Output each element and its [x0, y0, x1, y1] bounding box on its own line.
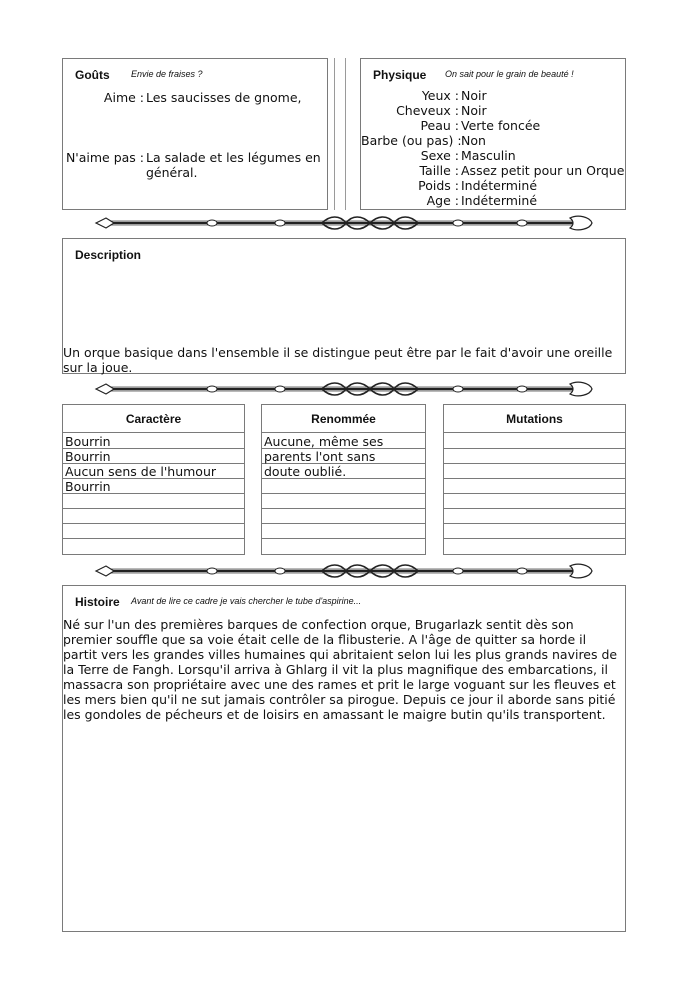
row-divider	[262, 538, 425, 539]
renommee-lines	[262, 433, 425, 554]
histoire-box	[62, 585, 626, 932]
caractere-title: Caractère	[63, 405, 244, 433]
caractere-table	[62, 404, 245, 555]
physique-label: Peau :	[420, 118, 459, 133]
column-separator-right	[345, 58, 346, 210]
physique-value: Verte foncée	[461, 118, 541, 133]
gouts-naime-value: La salade et les légumes en général.	[146, 150, 321, 180]
row-divider	[444, 493, 625, 494]
description-title: Description	[75, 248, 142, 262]
physique-value: Indéterminé	[461, 178, 538, 193]
physique-label: Taille :	[419, 163, 459, 178]
column-separator-left	[334, 58, 335, 210]
gouts-aime-label: Aime :	[103, 90, 144, 105]
row-divider	[63, 538, 244, 539]
caractere-entry: Bourrin	[65, 449, 111, 464]
physique-label: Age :	[426, 193, 459, 208]
mutations-table	[443, 404, 626, 555]
physique-value: Indéterminé	[461, 193, 538, 208]
physique-title: Physique	[373, 68, 427, 82]
histoire-text: Né sur l'un des premières barques de confection orque, Brugarlazk sentit dès son premier souffle que sa voie était celle de la flibusterie. A l'âge de quitter sa horde il partit vers les grandes villes humaines qui abritaient selon lui les plus grands navires de la Terre de Fangh. Lorsqu'il arriva à Ghlarg il vit la plus magnifique des embarcations, il massacra son propriétaire avec une des rames et prit le large voguant sur les fleuves et les mers bien qu'il ne sut jamais contrôler sa pirogue. Depuis ce jour il aborde sans pitié les gondoles de pécheurs et de loisirs en amassant le maigre butin qu'ils transportent.	[63, 617, 618, 722]
gouts-aime-value: Les saucisses de gnome,	[146, 90, 302, 105]
physique-box	[360, 58, 626, 210]
gouts-box	[62, 58, 328, 210]
row-divider	[262, 508, 425, 509]
staff-divider-icon	[92, 562, 594, 580]
row-divider	[444, 448, 625, 449]
caractere-entry: Aucun sens de l'humour	[65, 464, 217, 479]
caractere-entry: Bourrin	[65, 434, 111, 449]
gouts-note: Envie de fraises ?	[131, 69, 203, 79]
physique-label: Cheveux :	[396, 103, 459, 118]
gouts-title: Goûts	[75, 68, 110, 82]
histoire-note: Avant de lire ce cadre je vais chercher le tube d'aspirine...	[131, 596, 362, 606]
physique-label: Sexe :	[420, 148, 459, 163]
row-divider	[63, 508, 244, 509]
mutations-lines	[444, 433, 625, 554]
row-divider	[444, 463, 625, 464]
physique-value: Assez petit pour un Orque	[461, 163, 625, 178]
row-divider	[63, 523, 244, 524]
row-divider	[444, 523, 625, 524]
physique-label: Poids :	[418, 178, 459, 193]
histoire-title: Histoire	[75, 595, 120, 609]
physique-value: Noir	[461, 88, 487, 103]
row-divider	[444, 508, 625, 509]
mutations-title: Mutations	[444, 405, 625, 433]
physique-value: Non	[461, 133, 486, 148]
description-text: Un orque basique dans l'ensemble il se distingue peut être par le fait d'avoir une oreille sur la joue.	[63, 345, 613, 375]
renommee-table	[261, 404, 426, 555]
renommee-title: Renommée	[262, 405, 425, 433]
physique-label: Yeux :	[421, 88, 459, 103]
staff-divider-icon	[92, 380, 594, 398]
staff-divider-icon	[92, 214, 594, 232]
physique-value: Masculin	[461, 148, 516, 163]
description-box	[62, 238, 626, 374]
renommee-text: Aucune, même ses parents l'ont sans doute oublié.	[264, 434, 384, 479]
caractere-entry: Bourrin	[65, 479, 111, 494]
physique-note: On sait pour le grain de beauté !	[445, 69, 574, 79]
row-divider	[444, 478, 625, 479]
gouts-naime-row	[63, 150, 327, 180]
caractere-lines	[63, 433, 244, 554]
physique-label: Barbe (ou pas) :	[361, 133, 462, 148]
row-divider	[262, 523, 425, 524]
physique-value: Noir	[461, 103, 487, 118]
row-divider	[444, 538, 625, 539]
row-divider	[262, 493, 425, 494]
gouts-naime-label: N'aime pas :	[65, 150, 144, 165]
